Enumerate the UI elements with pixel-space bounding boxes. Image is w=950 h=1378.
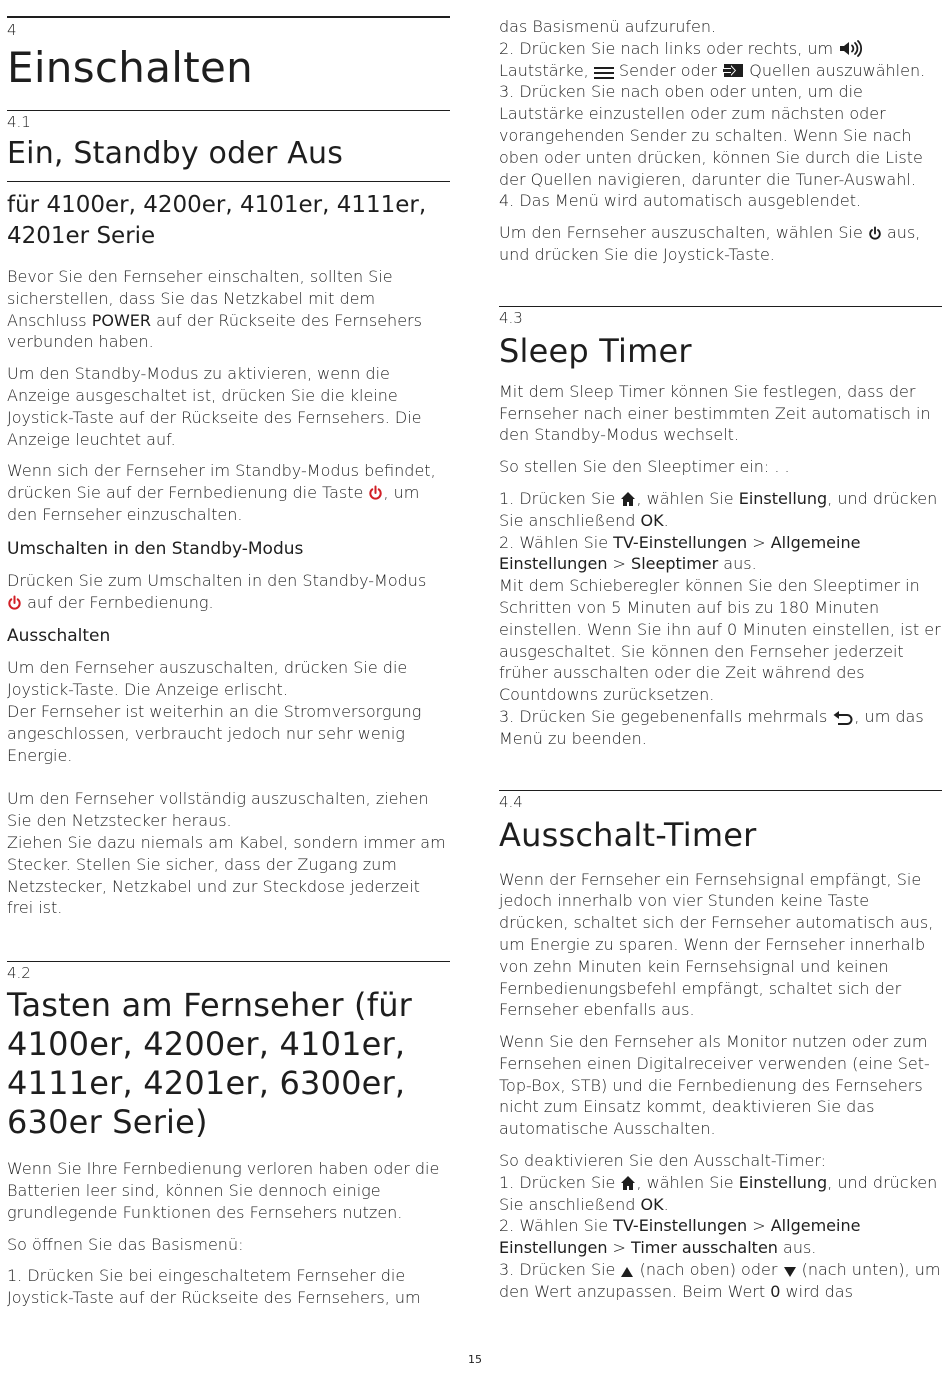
section-title-4-2: Tasten am Fernseher (für 4100er, 4200er, 4101er, 4111er, 4201er, 6300er, 630er Serie) (7, 986, 413, 1142)
paragraph-power-supply: Der Fernseher ist weiterhin an die Stromversorgung angeschlossen, verbraucht jedoch nur sehr wenig Energie. (7, 701, 422, 765)
paragraph-auto-off-intro: Wenn der Fernseher ein Fernsehsignal empfängt, Sie jedoch innerhalb von vier Stunden keine Taste drücken, schaltet sich der Fernseher automatisch aus, um Energie zu sparen. Wenn der Fernseher innerhalb von zehn Minuten kein Fernsehsignal und keinen Fernbedienungsbefehl empfängt, schaltet sich der Fernseher ebenfalls aus. (499, 869, 934, 1020)
heading-switch-off: Ausschalten (7, 626, 111, 647)
section-rule-4-3 (499, 306, 942, 307)
power-icon (868, 226, 882, 241)
section-title-4-4: Ausschalt-Timer (499, 815, 757, 854)
paragraph-switch-off: Um den Fernseher auszuschalten, drücken Sie die Joystick-Taste. Die Anzeige erlischt. (7, 658, 408, 700)
paragraph-sleep-slider: Mit dem Schieberegler können Sie den Sleeptimer in Schritten von 5 Minuten auf bis zu 180 Minuten einstellen. Wenn Sie ihn auf 0 Minuten einstellen, ist er ausgeschaltet. Sie können den Fernseher jederzeit früher ausschalten oder die Zeit während des Countdowns zurücksetzen. (499, 576, 941, 705)
home-icon (620, 1175, 636, 1191)
paragraph-step-1: 1. Drücken Sie bei eingeschaltetem Fernseher die Joystick-Taste auf der Rückseite des Fernsehers, um (7, 1266, 421, 1308)
paragraph-auto-off-howto: So deaktivieren Sie den Ausschalt-Timer: (499, 1151, 826, 1171)
channel-list-icon (594, 65, 614, 79)
arrow-up-icon (620, 1266, 634, 1278)
subsection-rule (7, 181, 450, 182)
arrow-down-icon (783, 1266, 797, 1278)
chapter-number: 4 (7, 21, 17, 39)
power-icon (368, 485, 383, 501)
section-number-4-3: 4.3 (499, 308, 523, 327)
section-number-4-1: 4.1 (7, 113, 31, 131)
chapter-title: Einschalten (7, 43, 254, 92)
paragraph-power-connection: Bevor Sie den Fernseher einschalten, sollten Sie sicherstellen, dass Sie das Netzkabel mit dem Anschluss POWER auf der Rückseite des Fernsehers verbunden haben. (7, 267, 422, 352)
power-icon (7, 595, 22, 611)
paragraph-plug-safety: Ziehen Sie dazu niemals am Kabel, sondern immer am Stecker. Stellen Sie sicher, dass der Zugang zum Netzstecker, Netzkabel und zur Steckdose jederzeit frei ist. (7, 832, 446, 918)
paragraph-auto-off-step-2: 2. Wählen Sie TV-Einstellungen > Allgemeine Einstellungen > Timer ausschalten aus. (499, 1216, 861, 1258)
heading-standby-mode: Umschalten in den Standby-Modus (7, 538, 304, 559)
sources-icon (722, 63, 744, 79)
paragraph-standby-activate: Um den Standby-Modus zu aktivieren, wenn die Anzeige ausgeschaltet ist, drücken Sie die kleine Joystick-Taste auf der Rückseite des Fernsehers. Die Anzeige leuchtet auf. (7, 364, 422, 449)
paragraph-basic-menu: das Basismenü aufzurufen. (499, 17, 717, 36)
paragraph-sleep-step-3: 3. Drücken Sie gegebenenfalls mehrmals , um das Menü zu beenden. (499, 706, 924, 748)
paragraph-no-remote: Wenn Sie Ihre Fernbedienung verloren haben oder die Batterien leer sind, können Sie dennoch einige grundlegende Funktionen des Fernsehers nutzen. (7, 1159, 440, 1222)
back-icon (832, 711, 854, 725)
paragraph-switch-off-joystick: Um den Fernseher auszuschalten, wählen Sie aus, und drücken Sie die Joystick-Taste. (499, 223, 921, 264)
paragraph-unplug: Um den Fernseher vollständig auszuschalten, ziehen Sie den Netzstecker heraus. (7, 789, 429, 831)
home-icon (620, 491, 636, 507)
section-number-4-2: 4.2 (7, 964, 31, 983)
right-column (499, 0, 942, 1303)
section-rule-4-2 (7, 961, 450, 962)
paragraph-standby-switch: Drücken Sie zum Umschalten in den Standby-Modus auf der Fernbedienung. (7, 570, 427, 612)
paragraph-sleep-timer-howto: So stellen Sie den Sleeptimer ein: . . (499, 457, 790, 477)
paragraph-step-3-navigate: 3. Drücken Sie nach oben oder unten, um die Lautstärke einzustellen oder zum nächsten oder vorangehenden Sender zu schalten. Wenn Sie nach oben oder unten drücken, können Sie durch die Liste der Quellen navigieren, darunter die Tuner-Auswahl. (499, 82, 923, 189)
section-rule-4-4 (499, 790, 942, 791)
paragraph-open-menu: So öffnen Sie das Basismenü: (7, 1234, 244, 1254)
paragraph-sleep-timer-intro: Mit dem Sleep Timer können Sie festlegen, dass der Fernseher nach einer bestimmten Zeit automatisch in den Standby-Modus wechselt. (499, 381, 931, 445)
section-number-4-4: 4.4 (499, 792, 523, 811)
page-number: 15 (468, 1353, 482, 1366)
section-title-4-3: Sleep Timer (499, 331, 692, 370)
paragraph-sleep-step-2: 2. Wählen Sie TV-Einstellungen > Allgemeine Einstellungen > Sleeptimer aus. (499, 532, 861, 574)
paragraph-step-2-select: 2. Drücken Sie nach links oder rechts, um Lautstärke, Sender oder Quellen auszuwählen. (499, 38, 926, 80)
volume-icon (838, 40, 864, 57)
paragraph-monitor-use: Wenn Sie den Fernseher als Monitor nutzen oder zum Fernsehen einen Digitalreceiver verwenden (eine Set-Top-Box, STB) und die Fernbedienung des Fernsehers nicht zum Einsatz kommt, deaktivieren Sie das automatische Ausschalten. (499, 1032, 930, 1139)
chapter-rule (7, 16, 450, 18)
paragraph-switch-on: Wenn sich der Fernseher im Standby-Modus befindet, drücken Sie auf der Fernbedienung die Taste , um den Fernseher einzuschalten. (7, 461, 436, 524)
subsection-title: für 4100er, 4200er, 4101er, 4111er, 4201er Serie (7, 192, 427, 249)
paragraph-auto-off-step-1: 1. Drücken Sie , wählen Sie Einstellung, und drücken Sie anschließend OK. (499, 1172, 938, 1214)
paragraph-step-4-hide: 4. Das Menü wird automatisch ausgeblendet. (499, 191, 862, 211)
section-title-4-1: Ein, Standby oder Aus (7, 136, 344, 171)
left-column (7, 0, 450, 1309)
section-rule-4-1 (7, 110, 450, 111)
paragraph-auto-off-step-3: 3. Drücken Sie (nach oben) oder (nach unten), um den Wert anzupassen. Beim Wert 0 wird das (499, 1260, 941, 1301)
paragraph-sleep-step-1: 1. Drücken Sie , wählen Sie Einstellung, und drücken Sie anschließend OK. (499, 488, 938, 530)
